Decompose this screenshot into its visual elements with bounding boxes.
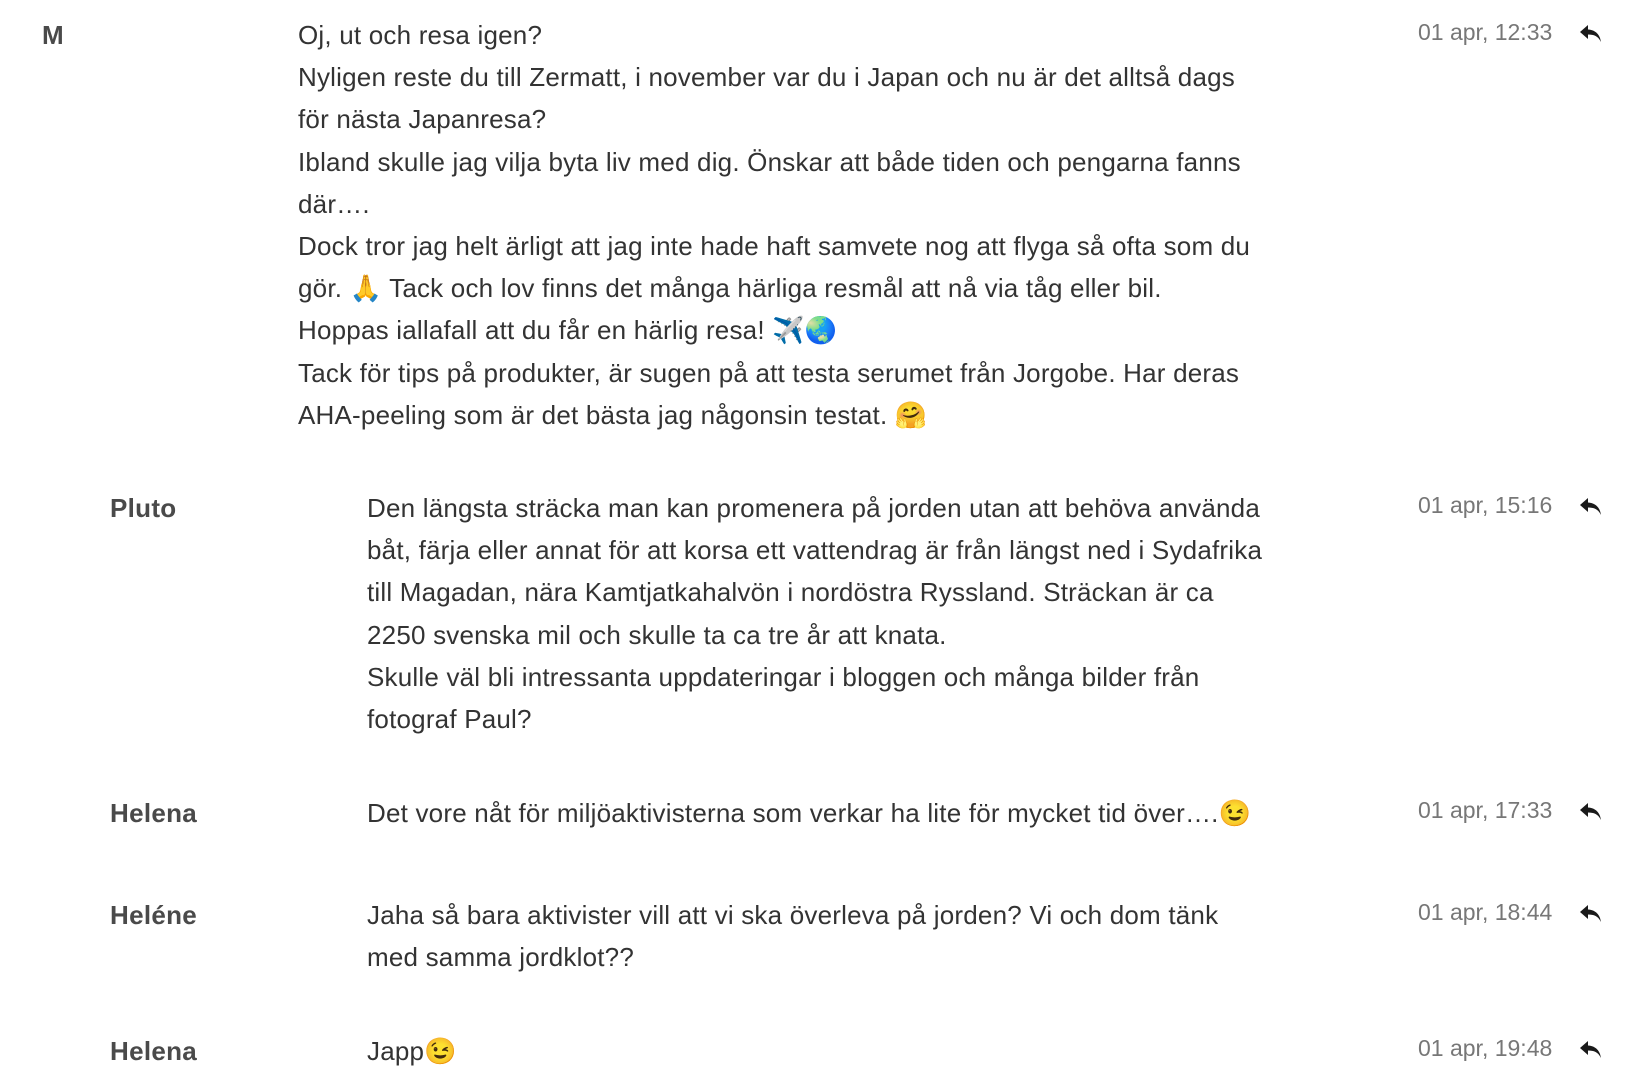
comment-text bbox=[367, 487, 1402, 740]
comment-line: Japp😉 bbox=[367, 1036, 457, 1066]
comment-author[interactable]: Pluto bbox=[110, 493, 177, 523]
reply-button[interactable] bbox=[1578, 800, 1604, 824]
comment-date: 01 apr, 18:44 bbox=[1418, 899, 1553, 925]
comment-line: Tack för tips på produkter, är sugen på att testa serumet från Jorgobe. Har deras bbox=[298, 357, 1240, 388]
comment-line: Ibland skulle jag vilja byta liv med dig. Önskar att både tiden och pengarna fanns bbox=[298, 146, 1241, 177]
comment-line: där…. bbox=[298, 188, 370, 219]
comment-author[interactable]: M bbox=[42, 20, 64, 50]
reply-arrow-icon bbox=[1578, 1038, 1604, 1062]
comment-line: med samma jordklot?? bbox=[367, 942, 634, 973]
reply-arrow-icon bbox=[1578, 800, 1604, 824]
reply-arrow-icon bbox=[1578, 22, 1604, 46]
reply-button[interactable] bbox=[1578, 1038, 1604, 1062]
comment-date: 01 apr, 12:33 bbox=[1418, 19, 1553, 45]
reply-button[interactable] bbox=[1578, 495, 1604, 519]
comment-line: Den längsta sträcka man kan promenera på jorden utan att behöva använda bbox=[367, 493, 1260, 523]
reply-arrow-icon bbox=[1578, 495, 1604, 519]
comment-date: 01 apr, 15:16 bbox=[1418, 492, 1553, 518]
reply-button[interactable] bbox=[1578, 902, 1604, 926]
comment-line: AHA-peeling som är det bästa jag någonsin testat. 🤗 bbox=[298, 399, 928, 430]
comment-line: fotograf Paul? bbox=[367, 704, 532, 735]
comment-line: Dock tror jag helt ärligt att jag inte hade haft samvete nog att flyga så ofta som du bbox=[298, 231, 1251, 262]
comment-author[interactable]: Helena bbox=[110, 798, 198, 828]
comment-line: för nästa Japanresa? bbox=[298, 104, 547, 135]
comment-text bbox=[367, 792, 1402, 834]
comment-text bbox=[367, 894, 1402, 978]
comment-line: 2250 svenska mil och skulle ta ca tre år att knata. bbox=[367, 619, 947, 650]
comment-author[interactable]: Helena bbox=[110, 1036, 198, 1066]
comment-date: 01 apr, 17:33 bbox=[1418, 797, 1553, 823]
comment-text bbox=[367, 1030, 1402, 1072]
comment-line: Hoppas iallafall att du får en härlig resa! ✈️🌏 bbox=[298, 315, 838, 346]
comment-line: Oj, ut och resa igen? bbox=[298, 20, 543, 50]
comment-line: Nyligen reste du till Zermatt, i november var du i Japan och nu är det alltså dags bbox=[298, 62, 1235, 93]
comment-line: Jaha så bara aktivister vill att vi ska överleva på jorden? Vi och dom tänk bbox=[367, 900, 1219, 930]
reply-button[interactable] bbox=[1578, 22, 1604, 46]
comment-line: Skulle väl bli intressanta uppdateringar i bloggen och många bilder från bbox=[367, 661, 1200, 692]
comment-date: 01 apr, 19:48 bbox=[1418, 1035, 1553, 1061]
comment-text bbox=[298, 14, 1333, 436]
comment-line: till Magadan, nära Kamtjatkahalvön i nordöstra Ryssland. Sträckan är ca bbox=[367, 577, 1214, 608]
comment-line: gör. 🙏 Tack och lov finns det många härliga resmål att nå via tåg eller bil. bbox=[298, 273, 1162, 304]
comment-line: båt, färja eller annat för att korsa ett vattendrag är från längst ned i Sydafrika bbox=[367, 535, 1263, 566]
comment-author[interactable]: Heléne bbox=[110, 900, 198, 930]
reply-arrow-icon bbox=[1578, 902, 1604, 926]
comment-line: Det vore nåt för miljöaktivisterna som verkar ha lite för mycket tid över….😉 bbox=[367, 798, 1252, 828]
